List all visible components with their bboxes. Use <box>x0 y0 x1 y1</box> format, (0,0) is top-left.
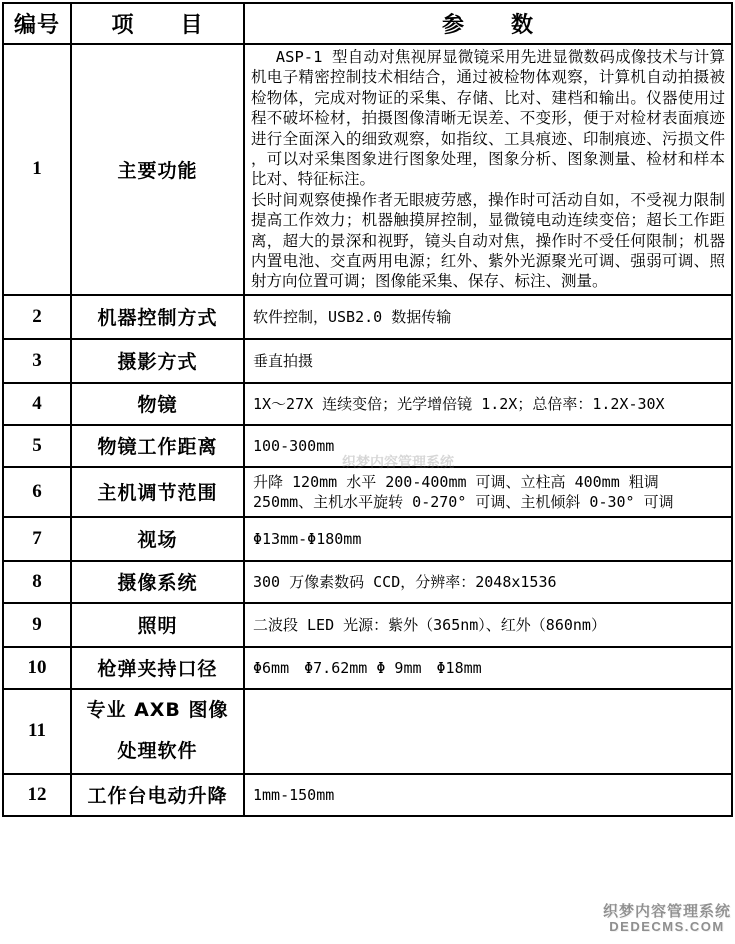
param-text: 垂直拍摄 <box>244 339 732 383</box>
row-number: 7 <box>3 517 71 561</box>
row-number: 3 <box>3 339 71 383</box>
row-number: 5 <box>3 425 71 467</box>
item-label: 摄像系统 <box>71 561 244 603</box>
header-col-item: 项 目 <box>71 3 244 44</box>
table-row-11 <box>3 689 732 774</box>
item-label-line-1: 专业 AXB 图像 <box>86 699 229 722</box>
row-number: 8 <box>3 561 71 603</box>
param-paragraph-1: ASP-1 型自动对焦视屏显微镜采用先进显微数码成像技术与计算机电子精密控制技术相结合，通过被检物体观察，计算机自动拍摄被检物体，完成对物证的采集、存储、比对、建档和输出。仪器使用过程不破坏检材，拍摄图像清晰无误差、不变形，便于对检材表面痕迹进行全面深入的细致观察，如指纹、工具痕迹、印制痕迹、污损文件 ，可以对采集图象进行图象处理，图象分析、图象测量、检材和样本比对、特征标注。 <box>251 48 725 189</box>
param-text: 软件控制，USB2.0 数据传输 <box>244 295 732 339</box>
row-number: 2 <box>3 295 71 339</box>
param-text: 1X～27X 连续变倍；光学增倍镜 1.2X；总倍率：1.2X-30X <box>244 383 732 425</box>
row-number: 10 <box>3 647 71 689</box>
row-number: 6 <box>3 467 71 517</box>
param-text: 升降 120mm 水平 200-400mm 可调、立柱高 400mm 粗调 250mm、主机水平旋转 0-270° 可调、主机倾斜 0-30° 可调 <box>244 467 732 517</box>
table-row-3 <box>3 339 732 383</box>
param-text: 二波段 LED 光源：紫外（365nm）、红外（860nm） <box>244 603 732 647</box>
item-label: 枪弹夹持口径 <box>71 647 244 689</box>
item-label: 物镜 <box>71 383 244 425</box>
spec-table <box>2 2 733 817</box>
site-watermark-domain: DEDECMS.COM <box>609 918 725 934</box>
table-row-4 <box>3 383 732 425</box>
item-label: 主机调节范围 <box>71 467 244 517</box>
param-text: 300 万像素数码 CCD，分辨率：2048x1536 <box>244 561 732 603</box>
param-text: Φ6mm Φ7.62mm Φ 9mm Φ18mm <box>244 647 732 689</box>
site-watermark-chinese: 织梦内容管理系统 <box>602 902 731 920</box>
table-row-12 <box>3 774 732 816</box>
header-col-number: 编号 <box>3 3 71 44</box>
row-number: 11 <box>3 689 71 774</box>
table-row-9 <box>3 603 732 647</box>
row-number: 4 <box>3 383 71 425</box>
faint-inline-watermark: 织梦内容管理系统 <box>342 455 454 471</box>
param-text: 1mm-150mm <box>244 774 732 816</box>
table-row-1 <box>3 44 732 295</box>
item-label: 机器控制方式 <box>71 295 244 339</box>
param-text <box>244 689 732 774</box>
row-number: 9 <box>3 603 71 647</box>
item-label <box>71 689 244 774</box>
row-number: 1 <box>3 44 71 295</box>
header-row <box>3 3 732 44</box>
param-text <box>244 44 732 295</box>
item-label-line-2: 处理软件 <box>117 740 198 763</box>
table-row-7 <box>3 517 732 561</box>
table-row-2 <box>3 295 732 339</box>
item-label: 照明 <box>71 603 244 647</box>
item-label: 主要功能 <box>71 44 244 295</box>
param-text: Φ13mm-Φ180mm <box>244 517 732 561</box>
table-row-6 <box>3 467 732 517</box>
param-text: 100-300mm <box>244 425 732 467</box>
header-col-param: 参 数 <box>244 3 732 44</box>
item-label: 物镜工作距离 <box>71 425 244 467</box>
item-label: 工作台电动升降 <box>71 774 244 816</box>
item-label: 视场 <box>71 517 244 561</box>
table-row-8 <box>3 561 732 603</box>
item-label: 摄影方式 <box>71 339 244 383</box>
table-row-5 <box>3 425 732 467</box>
table-row-10 <box>3 647 732 689</box>
param-paragraph-2: 长时间观察使操作者无眼疲劳感，操作时可活动自如，不受视力限制提高工作效力；机器触摸屏控制，显微镜电动连续变倍；超长工作距离，超大的景深和视野，镜头自动对焦，操作时不受任何限制；机器内置电池、交直两用电源；红外、紫外光源聚光可调、强弱可调、照射方向位置可调；图像能采集、保存、标注、测量。 <box>251 190 725 291</box>
spec-table-container <box>2 2 731 817</box>
site-watermark <box>603 903 731 934</box>
row-number: 12 <box>3 774 71 816</box>
